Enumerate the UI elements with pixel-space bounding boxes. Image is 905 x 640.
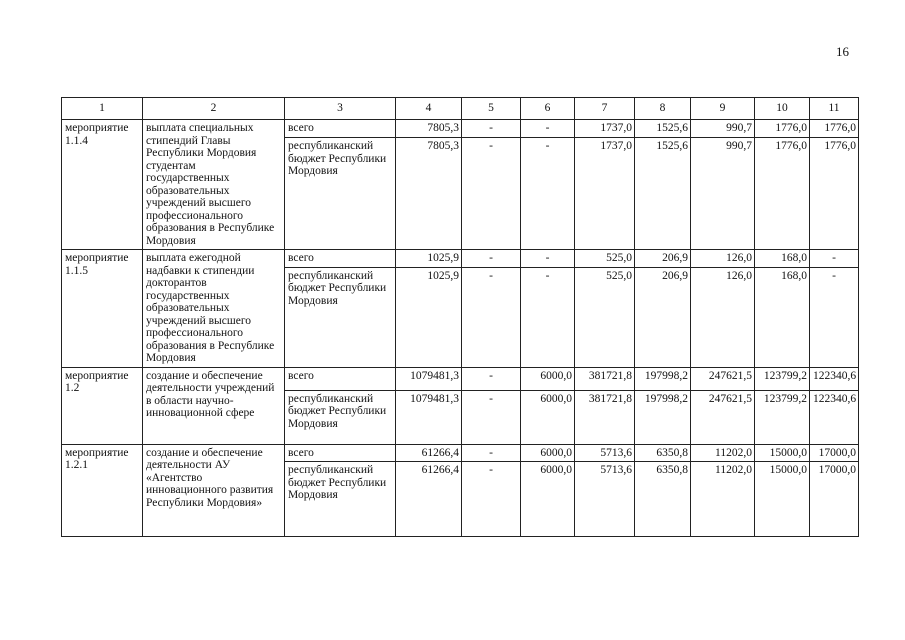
header-cell: 5	[462, 98, 521, 120]
value-cell: -	[521, 120, 575, 138]
header-cell: 7	[575, 98, 635, 120]
value-cell: 126,0	[691, 250, 755, 268]
value-cell: 206,9	[635, 250, 691, 268]
value-cell: 1025,9	[396, 250, 462, 268]
value-cell: 990,7	[691, 138, 755, 250]
value-cell: -	[462, 120, 521, 138]
value-cell: 247621,5	[691, 390, 755, 444]
value-cell: 61266,4	[396, 444, 462, 462]
value-cell: -	[462, 138, 521, 250]
funding-source-cell: всего	[285, 367, 396, 390]
funding-source-cell: республиканский бюджет Республики Мордовия	[285, 462, 396, 537]
table-row	[62, 120, 859, 138]
header-cell: 10	[755, 98, 810, 120]
value-cell: 1737,0	[575, 120, 635, 138]
value-cell: 1525,6	[635, 138, 691, 250]
measure-name-cell: мероприятие 1.2.1	[62, 444, 143, 537]
value-cell: 5713,6	[575, 444, 635, 462]
value-cell: 6000,0	[521, 444, 575, 462]
measure-name-cell: мероприятие 1.2	[62, 367, 143, 444]
budget-table	[61, 97, 859, 537]
page-number: 16	[836, 44, 849, 59]
value-cell: -	[462, 462, 521, 537]
value-cell: 122340,6	[810, 390, 859, 444]
value-cell: 1025,9	[396, 267, 462, 367]
value-cell: 7805,3	[396, 138, 462, 250]
value-cell: 6350,8	[635, 462, 691, 537]
value-cell: 1776,0	[755, 120, 810, 138]
value-cell: 168,0	[755, 267, 810, 367]
measure-name-cell: мероприятие 1.1.5	[62, 250, 143, 368]
value-cell: 7805,3	[396, 120, 462, 138]
value-cell: 1079481,3	[396, 367, 462, 390]
value-cell: 1525,6	[635, 120, 691, 138]
value-cell: 1737,0	[575, 138, 635, 250]
value-cell: 1079481,3	[396, 390, 462, 444]
value-cell: -	[810, 250, 859, 268]
value-cell: 5713,6	[575, 462, 635, 537]
value-cell: 122340,6	[810, 367, 859, 390]
measure-description-cell: создание и обеспечение деятельности учреждений в области научно-инновационной сфере	[143, 367, 285, 444]
funding-source-cell: республиканский бюджет Республики Мордовия	[285, 138, 396, 250]
value-cell: -	[462, 390, 521, 444]
value-cell: 381721,8	[575, 367, 635, 390]
value-cell: 6350,8	[635, 444, 691, 462]
value-cell: -	[810, 267, 859, 367]
funding-source-cell: всего	[285, 120, 396, 138]
header-cell: 4	[396, 98, 462, 120]
header-cell: 1	[62, 98, 143, 120]
value-cell: -	[521, 138, 575, 250]
value-cell: 206,9	[635, 267, 691, 367]
value-cell: 197998,2	[635, 367, 691, 390]
value-cell: 990,7	[691, 120, 755, 138]
value-cell: 168,0	[755, 250, 810, 268]
value-cell: 61266,4	[396, 462, 462, 537]
value-cell: -	[462, 367, 521, 390]
value-cell: 247621,5	[691, 367, 755, 390]
value-cell: 525,0	[575, 250, 635, 268]
value-cell: 17000,0	[810, 444, 859, 462]
value-cell: 525,0	[575, 267, 635, 367]
funding-source-cell: всего	[285, 444, 396, 462]
value-cell: 1776,0	[755, 138, 810, 250]
measure-description-cell: создание и обеспечение деятельности АУ «Агентство инновационного развития Республики Мордовия»	[143, 444, 285, 537]
value-cell: -	[462, 444, 521, 462]
value-cell: -	[521, 267, 575, 367]
table-row	[62, 250, 859, 268]
value-cell: 1776,0	[810, 138, 859, 250]
value-cell: 6000,0	[521, 390, 575, 444]
funding-source-cell: республиканский бюджет Республики Мордовия	[285, 267, 396, 367]
value-cell: 381721,8	[575, 390, 635, 444]
value-cell: 15000,0	[755, 444, 810, 462]
measure-name-cell: мероприятие 1.1.4	[62, 120, 143, 250]
value-cell: 123799,2	[755, 367, 810, 390]
funding-source-cell: всего	[285, 250, 396, 268]
header-cell: 2	[143, 98, 285, 120]
header-cell: 9	[691, 98, 755, 120]
measure-description-cell: выплата специальных стипендий Главы Республики Мордовия студентам государственных образовательных учреждений высшего профессионального образования в Республике Мордовия	[143, 120, 285, 250]
value-cell: 17000,0	[810, 462, 859, 537]
value-cell: 6000,0	[521, 367, 575, 390]
funding-source-cell: республиканский бюджет Республики Мордовия	[285, 390, 396, 444]
value-cell: 11202,0	[691, 444, 755, 462]
header-cell: 8	[635, 98, 691, 120]
header-cell: 6	[521, 98, 575, 120]
header-cell: 3	[285, 98, 396, 120]
header-cell: 11	[810, 98, 859, 120]
value-cell: -	[462, 250, 521, 268]
value-cell: 15000,0	[755, 462, 810, 537]
header-row	[62, 98, 859, 120]
value-cell: 1776,0	[810, 120, 859, 138]
value-cell: 126,0	[691, 267, 755, 367]
value-cell: -	[462, 267, 521, 367]
value-cell: 11202,0	[691, 462, 755, 537]
value-cell: 123799,2	[755, 390, 810, 444]
value-cell: 197998,2	[635, 390, 691, 444]
value-cell: -	[521, 250, 575, 268]
table-row	[62, 367, 859, 390]
value-cell: 6000,0	[521, 462, 575, 537]
measure-description-cell: выплата ежегодной надбавки к стипендии докторантов государственных образовательных учреждений высшего профессионального образования в Республике Мордовия	[143, 250, 285, 368]
table-row	[62, 444, 859, 462]
